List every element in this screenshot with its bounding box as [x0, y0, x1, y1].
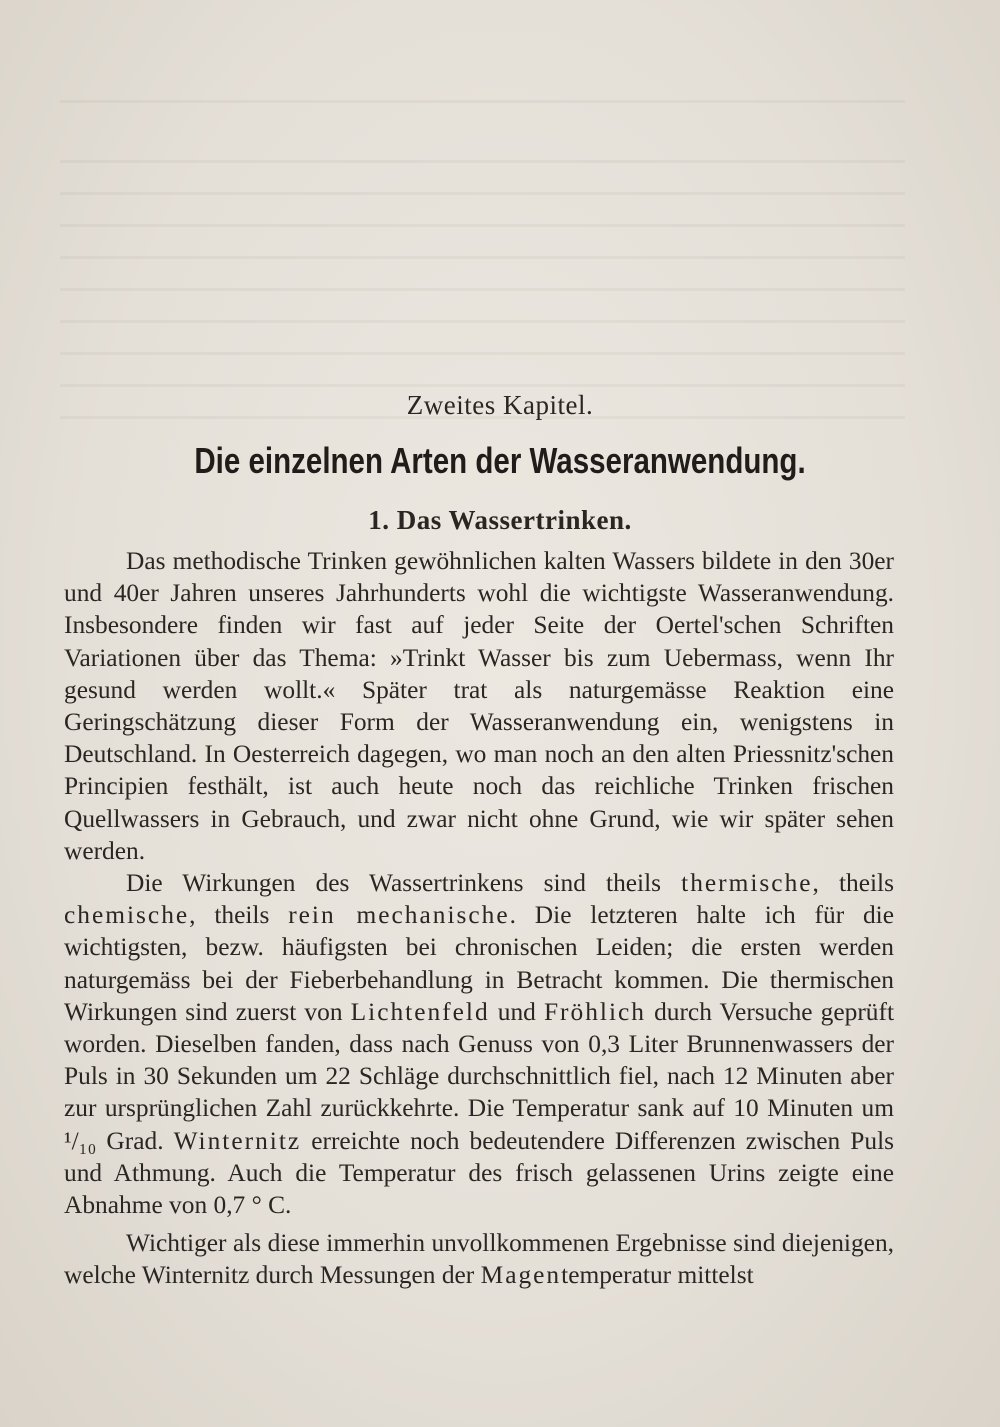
show-through-line [60, 256, 905, 259]
emphasis-spaced: chemische [64, 901, 190, 930]
paragraph [64, 867, 894, 1221]
emphasis-spaced: Fröhlich [543, 997, 646, 1026]
paragraph [64, 1227, 894, 1291]
text-run: durch Versuche geprüft worden. Dieselben fanden, dass nach Genuss von 0,3 Liter Brunnenwassers der Puls in 30 Sekunden um 22 Schläge durchschnittlich fiel, nach 12 Minuten aber zur ursprünglichen Zahl zurückkehrte. Die Temperatur sank auf 10 Minuten um ¹/₁₀ Grad. [64, 997, 894, 1155]
chapter-label: Zweites Kapitel. [406, 390, 594, 420]
paragraph: Das methodische Trinken gewöhnlichen kalten Wassers bildete in den 30er und 40er Jahren unseres Jahrhunderts wohl die wichtigste Wasseranwendung. Insbesondere finden wir fast auf jeder Seite der Oertel'schen Schriften Variationen über das Thema: »Trinkt Wasser bis zum Uebermass, wenn Ihr gesund werden wollt.« Später trat als naturgemässe Reaktion eine Geringschätzung dieser Form der Wasseranwendung ein, wenigstens in Deutschland. In Oesterreich dagegen, wo man noch an den alten Priessnitz'schen Principien festhält, ist auch heute noch das reichliche Trinken frischen Quellwassers in Gebrauch, und zwar nicht ohne Grund, wie wir später sehen werden. [64, 547, 894, 865]
text-run: erreichte noch bedeutendere Differenzen zwischen Puls und Athmung. Auch die Temperatur des frisch gelassenen Urins zeigte eine Abnahme von 0,7 ° C. [64, 1126, 895, 1220]
show-through-line [60, 384, 905, 387]
text-run: . Die letzteren halte ich für die wichtigsten, bezw. häufigsten bei chronischen Leiden; die ersten werden naturgemäss bei der Fieberbehandlung in Betracht kommen. Die thermischen Wirkungen sind zuerst von [64, 901, 894, 1026]
show-through-line [60, 352, 905, 355]
text-run: und [489, 997, 544, 1026]
section-title: 1. Das Wassertrinken. [368, 505, 632, 535]
emphasis-spaced: Winternitz [173, 1126, 302, 1155]
text-run: Die Wirkungen des Wassertrinkens sind theils [126, 869, 682, 898]
show-through-line [60, 224, 905, 227]
text-run: Wichtiger als diese immerhin unvollkommenen Ergebnisse sind diejenigen, welche Winternitz durch Messungen der [64, 1229, 894, 1290]
body-text [64, 545, 894, 1292]
show-through-line [60, 100, 905, 103]
text-run: temperatur mittelst [561, 1261, 754, 1290]
emphasis-spaced: Lichtenfeld [350, 997, 490, 1026]
show-through-line [60, 320, 905, 323]
show-through-line [60, 160, 905, 163]
emphasis-spaced: rein mechanische [288, 901, 510, 930]
emphasis-spaced: Magen [480, 1261, 562, 1290]
show-through-line [60, 192, 905, 195]
chapter-title: Die einzelnen Arten der Wasseranwendung. [194, 440, 806, 481]
text-run: , theils [189, 901, 289, 930]
emphasis-spaced: thermische [681, 869, 813, 898]
text-run: , theils [812, 869, 894, 898]
show-through-line [60, 288, 905, 291]
